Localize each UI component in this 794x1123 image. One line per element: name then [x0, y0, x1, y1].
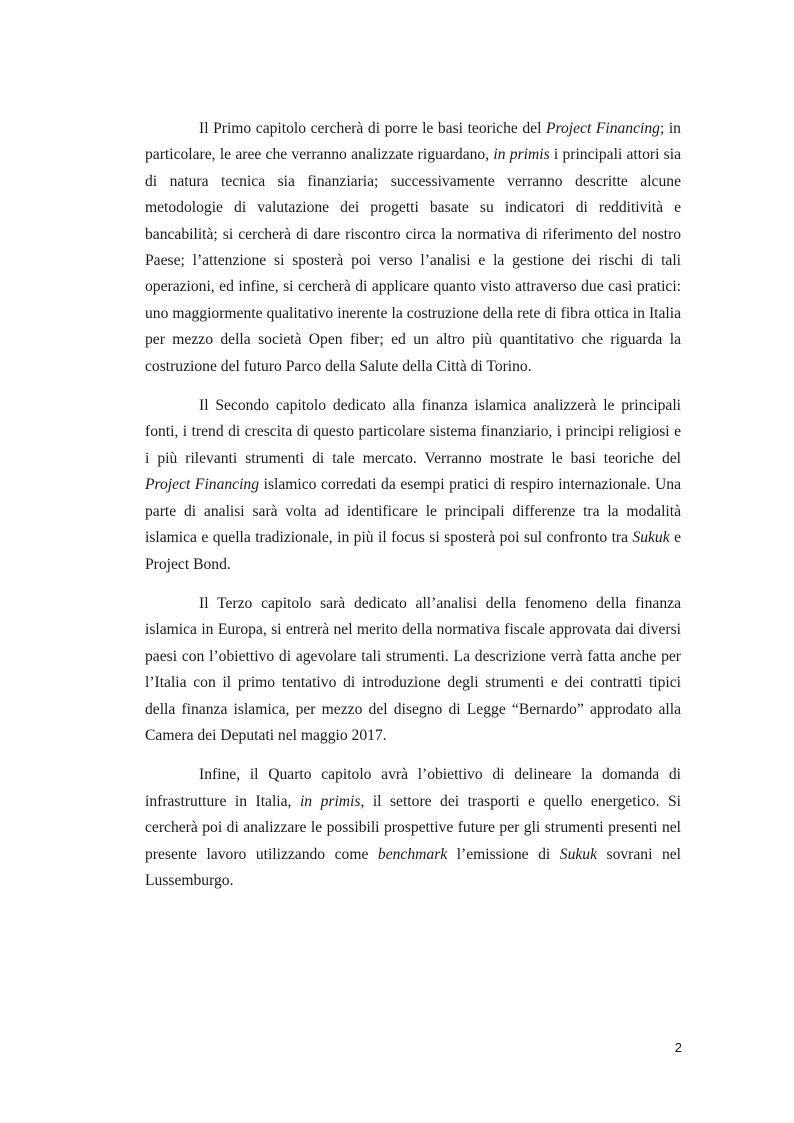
paragraph-chapter-3: Il Terzo capitolo sarà dedicato all’analisi della fenomeno della finanza islamica in Europa, si entrerà nel merito della normativa fiscale approvata dai diversi paesi con l’obiettivo di agevolare tali strumenti. La descrizione verrà fatta anche per l’Italia con il primo tentativo di introduzione degli strumenti e dei contratti tipici della finanza islamica, per mezzo del disegno di Legge “Bernardo” approdato alla Camera dei Deputati nel maggio 2017. — [145, 594, 681, 744]
paragraph-chapter-4: Infine, il Quarto capitolo avrà l’obiettivo di delineare la domanda di infrastrutture in Italia, in primis, il settore dei trasporti e quello energetico. Si cercherà poi di analizzare le possibili prospettive future per gli strumenti presenti nel presente lavoro utilizzando come benchmark l’emissione di Sukuk sovrani nel Lussemburgo. — [145, 766, 681, 889]
paragraph-chapter-2: Il Secondo capitolo dedicato alla finanza islamica analizzerà le principali fonti, i trend di crescita di questo particolare sistema finanziario, i principi religiosi e i più rilevanti strumenti di tale mercato. Verranno mostrate le basi teoriche del Project Financing islamico corredati da esempi pratici di respiro internazionale. Una parte di analisi sarà volta ad identificare le principali differenze tra la modalità islamica e quella tradizionale, in più il focus si sposterà poi sul confronto tra Sukuk e Project Bond. — [145, 397, 681, 573]
paragraph-chapter-1: Il Primo capitolo cercherà di porre le basi teoriche del Project Financing; in particolare, le aree che verranno analizzate riguardano, in primis i principali attori sia di natura tecnica sia finanziaria; successivamente verranno descritte alcune metodologie di valutazione dei progetti basate su indicatori di redditività e bancabilità; si cercherà di dare riscontro circa la normativa di riferimento del nostro Paese; l’attenzione si sposterà poi verso l’analisi e la gestione dei rischi di tali operazioni, ed infine, si cercherà di applicare quanto visto attraverso due casi pratici: uno maggiormente qualitativo inerente la costruzione della rete di fibra ottica in Italia per mezzo della società Open fiber; ed un altro più quantitativo che riguarda la costruzione del futuro Parco della Salute della Città di Torino. — [145, 120, 681, 375]
page-number: 2 — [674, 1040, 682, 1055]
body-text — [145, 116, 681, 907]
